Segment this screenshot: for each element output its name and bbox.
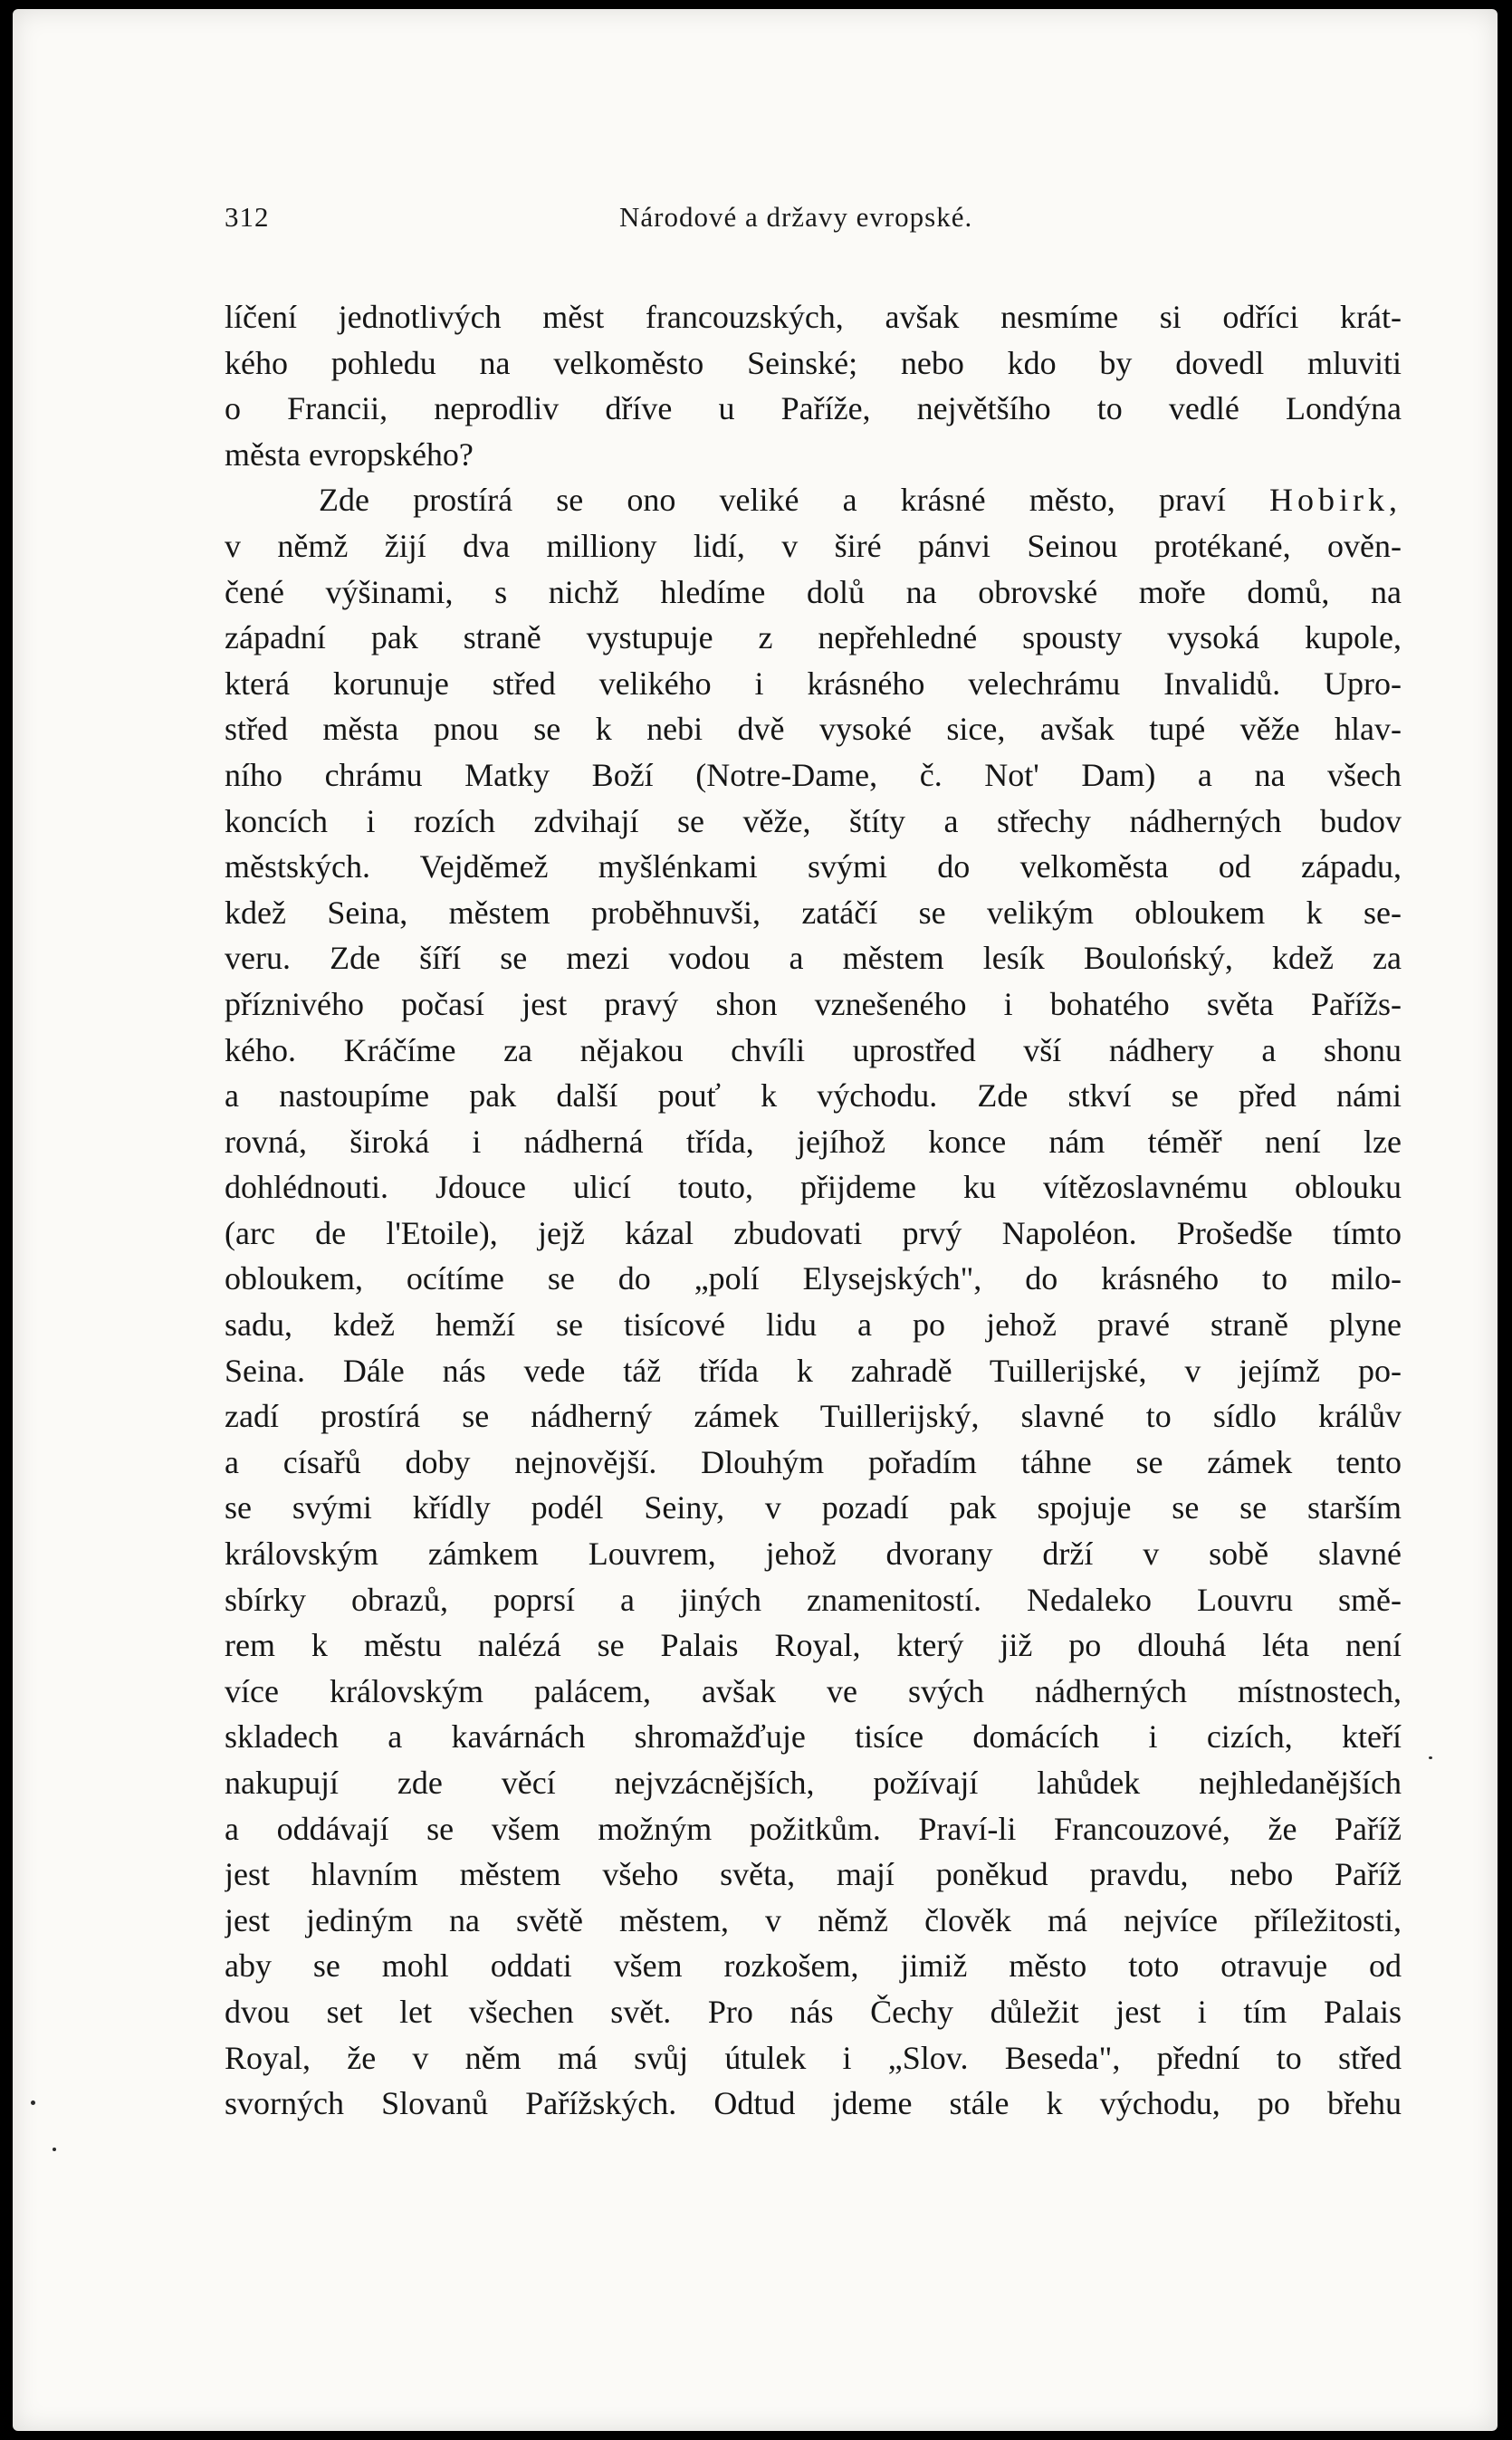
text-line: kého. Kráčíme za nějakou chvíli uprostřed vší nádhery a shonu xyxy=(225,1031,1402,1068)
paragraph-first-line xyxy=(225,477,1402,523)
text-line: rem k městu nalézá se Palais Royal, který již po dlouhá léta není xyxy=(225,1627,1402,1664)
text-line: nakupují zde věcí nejvzácnějších, požívají lahůdek nejhledanějších xyxy=(225,1765,1402,1801)
text-line: koncích i rozích zdvihají se věže, štíty a střechy nádherných budov xyxy=(225,802,1402,839)
text-line: rovná, široká i nádherná třída, jejíhož konce nám téměř není lze xyxy=(225,1123,1402,1160)
author-name: Hobirk, xyxy=(1269,482,1402,519)
page-header xyxy=(225,201,1402,246)
text-line: aby se mohl oddati všem rozkošem, jimiž město toto otravuje od xyxy=(225,1947,1402,1985)
text-line: veru. Zde šíří se mezi vodou a městem lesík Boulońský, kdež za xyxy=(225,940,1402,977)
text-line: dvou set let všechen svět. Pro nás Čechy důležit jest i tím Palais xyxy=(225,1993,1402,2030)
text-fragment: Zde prostírá se ono veliké a krásné město, praví xyxy=(319,482,1226,519)
text-line: (arc de l'Etoile), jejž kázal zbudovati prvý Napoléon. Prošedše tímto xyxy=(225,1214,1402,1251)
paper-speck xyxy=(53,2148,56,2151)
text-line: kdež Seina, městem proběhnuvši, zatáčí se velikým obloukem k se- xyxy=(225,894,1402,931)
text-line: Seina. Dále nás vede táž třída k zahradě Tuillerijské, v jejímž po- xyxy=(225,1352,1402,1389)
text-line: západní pak straně vystupuje z nepřehledné spousty vysoká kupole, xyxy=(225,619,1402,656)
text-line: která korunuje střed velikého i krásného velechrámu Invalidů. Upro- xyxy=(225,665,1402,702)
text-line: se svými křídly podél Seiny, v pozadí pak spojuje se se starším xyxy=(225,1489,1402,1526)
paper-speck xyxy=(31,2100,35,2105)
text-line: ního chrámu Matky Boží (Notre-Dame, č. Not' Dam) a na všech xyxy=(225,756,1402,793)
text-line: dohlédnouti. Jdouce ulicí touto, přijdeme ku vítězoslavnému oblouku xyxy=(225,1169,1402,1206)
text-line: kého pohledu na velkoměsto Seinské; nebo kdo by dovedl mluviti xyxy=(225,344,1402,381)
page-number: 312 xyxy=(225,201,270,233)
body-text xyxy=(225,294,1402,2127)
running-head: Národové a državy evropské. xyxy=(619,201,973,233)
text-line: městských. Vejděmež myšlénkami svými do velkoměsta od západu, xyxy=(225,848,1402,885)
text-line: královským zámkem Louvrem, jehož dvorany drží v sobě slavné xyxy=(225,1536,1402,1573)
text-line: více královským palácem, avšak ve svých nádherných místnostech, xyxy=(225,1672,1402,1709)
text-line: a oddávají se všem možným požitkům. Praví-li Francouzové, že Paříž xyxy=(225,1810,1402,1847)
text-line: v němž žijí dva milliony lidí, v širé pánvi Seinou protékané, ověn- xyxy=(225,527,1402,564)
text-line: a císařů doby nejnovější. Dlouhým pořadím táhne se zámek tento xyxy=(225,1443,1402,1480)
paper-speck xyxy=(1429,1756,1432,1759)
text-line: jest jediným na světě městem, v němž člověk má nejvíce příležitosti, xyxy=(225,1901,1402,1938)
text-line: a nastoupíme pak další pouť k východu. Zde stkví se před námi xyxy=(225,1077,1402,1115)
text-line: příznivého počasí jest pravý shon vznešeného i bohatého světa Pařížs- xyxy=(225,985,1402,1022)
text-line: zadí prostírá se nádherný zámek Tuillerijský, slavné to sídlo králův xyxy=(225,1398,1402,1435)
text-line: líčení jednotlivých měst francouzských, avšak nesmíme si odříci krát- xyxy=(225,299,1402,335)
book-page xyxy=(13,9,1498,2431)
text-line: sadu, kdež hemží se tisícové lidu a po jehož pravé straně plyne xyxy=(225,1306,1402,1344)
text-line: města evropského? xyxy=(225,435,474,473)
text-line: Royal, že v něm má svůj útulek i „Slov. Beseda", přední to střed xyxy=(225,2039,1402,2076)
text-line: čené výšinami, s nichž hledíme dolů na obrovské moře domů, na xyxy=(225,573,1402,610)
text-line: obloukem, ocítíme se do „polí Elysejských", do krásného to milo- xyxy=(225,1260,1402,1297)
text-line: střed města pnou se k nebi dvě vysoké sice, avšak tupé věže hlav- xyxy=(225,711,1402,748)
text-line: o Francii, neprodliv dříve u Paříže, největšího to vedlé Londýna xyxy=(225,390,1402,427)
text-line: svorných Slovanů Pařížských. Odtud jdeme stále k východu, po břehu xyxy=(225,2085,1402,2122)
text-line: jest hlavním městem všeho světa, mají poněkud pravdu, nebo Paříž xyxy=(225,1856,1402,1893)
text-line: sbírky obrazů, poprsí a jiných znamenitostí. Nedaleko Louvru smě- xyxy=(225,1581,1402,1618)
text-line: skladech a kavárnách shromažďuje tisíce domácích i cizích, kteří xyxy=(225,1718,1402,1756)
